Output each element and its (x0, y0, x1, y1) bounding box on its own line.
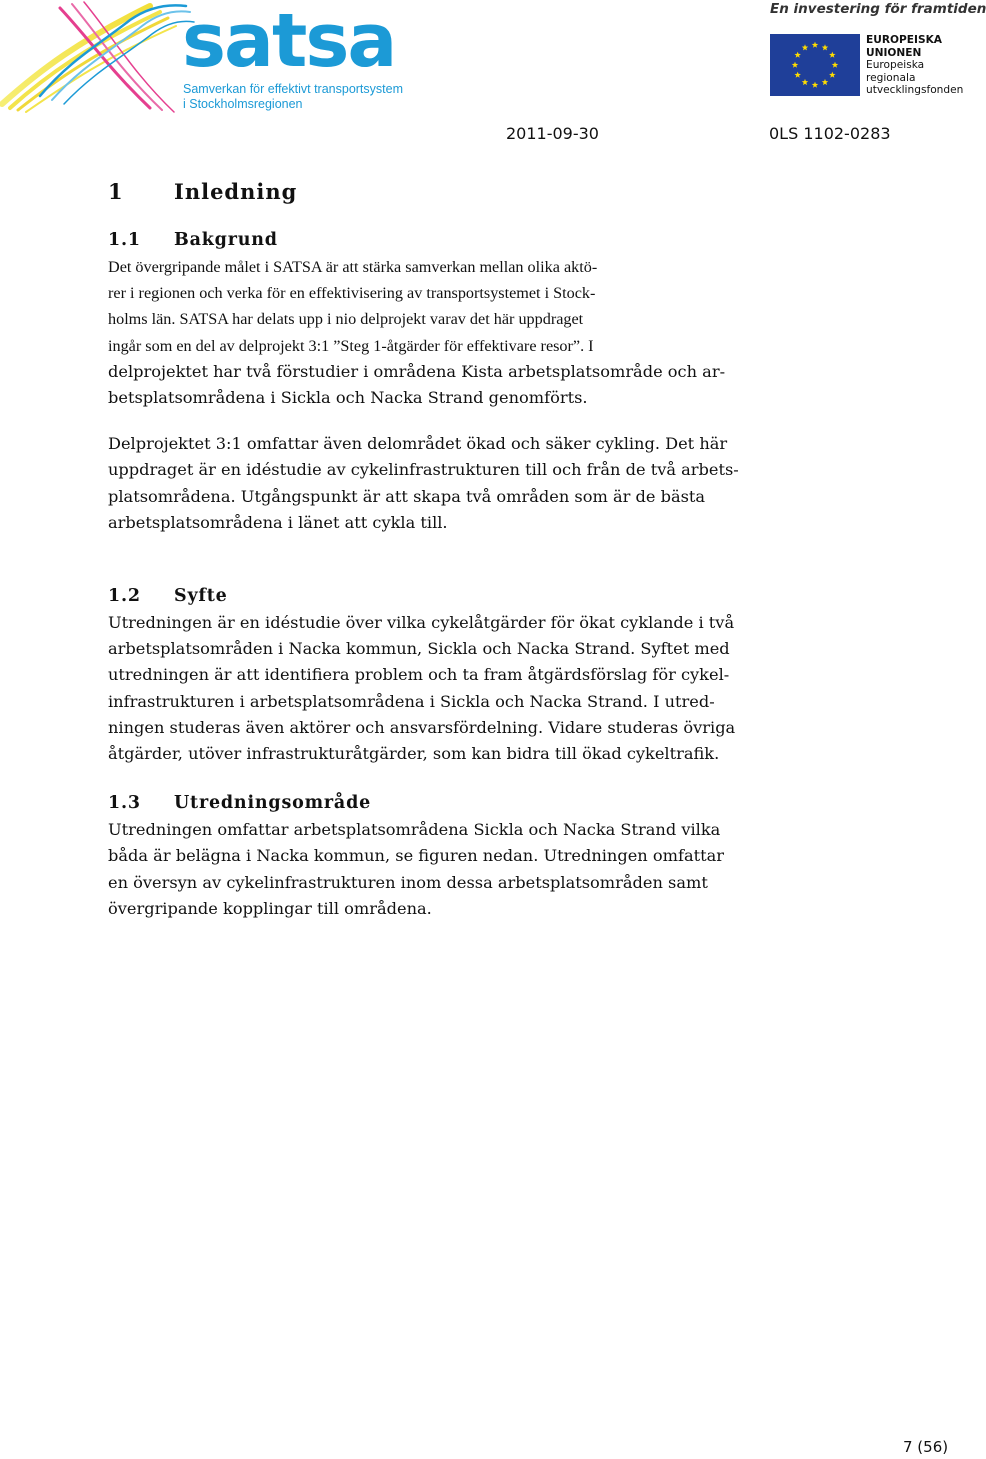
chapter-number: 1 (108, 179, 124, 204)
section-number: 1.1 (108, 230, 141, 250)
eu-text-line: EUROPEISKA (866, 34, 942, 46)
satsa-wordmark: satsa (182, 0, 396, 84)
document-reference: 0LS 1102-0283 (769, 124, 891, 143)
page-header (0, 0, 986, 120)
paragraph-line: Utredningen omfattar arbetsplatsområdena Sickla och Nacka Strand vilka (108, 820, 721, 840)
chapter-title: Inledning (174, 179, 298, 204)
paragraph-line: platsområdena. Utgångspunkt är att skapa två områden som är de bästa (108, 486, 706, 506)
paragraph-line: ingår som en del av delprojekt 3:1 ”Steg 1-åtgärder för effektivare resor”. I (108, 336, 594, 355)
section-title: Utredningsområde (174, 793, 372, 814)
paragraph-line: Det övergripande målet i SATSA är att stärka samverkan mellan olika aktö- (108, 258, 598, 276)
paragraph-line: holms län. SATSA har delats upp i nio delprojekt varav det här uppdraget (108, 310, 584, 329)
paragraph-bakgrund-1 (108, 254, 808, 411)
paragraph-line: rer i regionen och verka för en effektivisering av transportsystemet i Stock- (108, 284, 596, 303)
paragraph-utredningsomrade (108, 817, 808, 922)
section-title: Bakgrund (174, 230, 278, 250)
paragraph-line: åtgärder, utöver infrastrukturåtgärder, som kan bidra till ökad cykeltrafik. (108, 744, 720, 764)
paragraph-line: uppdraget är en idéstudie av cykelinfrastrukturen till och från de två arbets- (108, 460, 739, 480)
paragraph-line: övergripande kopplingar till områdena. (108, 898, 432, 918)
page-number: 7 (56) (903, 1438, 949, 1456)
section-heading-syfte (108, 582, 808, 610)
paragraph-line: en översyn av cykelinfrastrukturen inom dessa arbetsplatsområden samt (108, 872, 708, 892)
paragraph-syfte (108, 610, 808, 767)
section-heading-utredningsomrade (108, 789, 808, 817)
section-number: 1.2 (108, 586, 141, 607)
paragraph-line: utredningen är att identifiera problem och ta fram åtgärdsförslag för cykel- (108, 665, 730, 685)
eu-text-line: UNIONEN (866, 46, 922, 59)
satsa-wave-logo-icon (0, 0, 200, 118)
satsa-tagline-line-1: Samverkan för effektivt transportsystem (183, 82, 403, 96)
section-number: 1.3 (108, 793, 141, 814)
eu-slogan: En investering för framtiden (770, 1, 986, 17)
paragraph-line: arbetsplatsområden i Nacka kommun, Sickla och Nacka Strand. Syftet med (108, 639, 730, 659)
chapter-heading (108, 172, 808, 212)
section-heading-bakgrund (108, 226, 808, 254)
eu-text-line: utvecklingsfonden (866, 84, 964, 96)
paragraph-line: infrastrukturen i arbetsplatsområdena i Sickla och Nacka Strand. I utred- (108, 691, 715, 711)
eu-text-line: Europeiska (866, 59, 925, 71)
satsa-tagline-line-2: i Stockholmsregionen (183, 97, 303, 111)
paragraph-line: båda är belägna i Nacka kommun, se figuren nedan. Utredningen omfattar (108, 846, 725, 866)
paragraph-line: arbetsplatsområdena i länet att cykla till. (108, 512, 448, 532)
satsa-logo (0, 0, 420, 118)
paragraph-line: delprojektet har två förstudier i områdena Kista arbetsplatsområde och ar- (108, 361, 726, 381)
paragraph-line: Utredningen är en idéstudie över vilka cykelåtgärder för ökat cyklande i två (108, 613, 735, 633)
eu-flag-icon (770, 34, 860, 96)
paragraph-bakgrund-2 (108, 431, 808, 536)
document-body (108, 172, 808, 922)
paragraph-line: betsplatsområdena i Sickla och Nacka Strand genomförts. (108, 388, 588, 408)
paragraph-line: ningen studeras även aktörer och ansvarsfördelning. Vidare studeras övriga (108, 717, 736, 737)
section-title: Syfte (174, 586, 228, 607)
eu-fund-text (866, 34, 963, 97)
paragraph-line: Delprojektet 3:1 omfattar även delområdet ökad och säker cykling. Det här (108, 434, 728, 454)
eu-text-line: regionala (866, 71, 916, 84)
document-date: 2011-09-30 (506, 124, 599, 143)
